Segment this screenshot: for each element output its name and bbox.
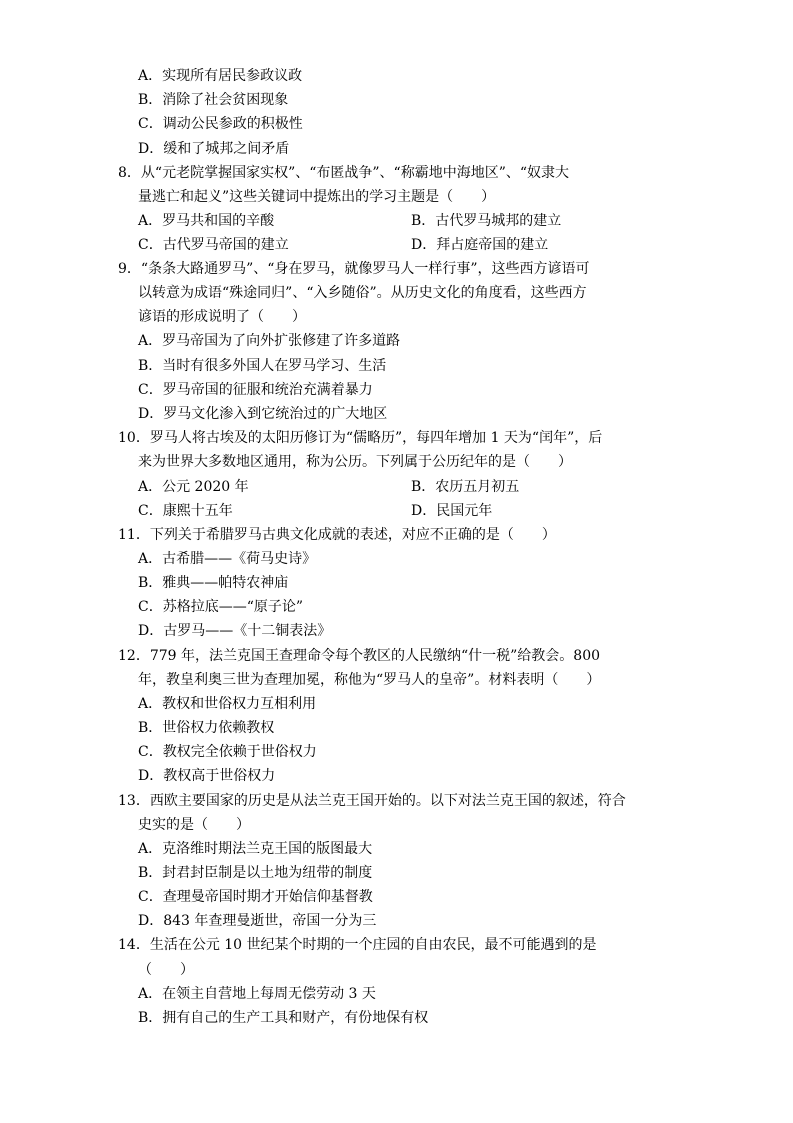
q9-stem-line-3: 谚语的形成说明了（ ） xyxy=(138,309,306,325)
q7-option-d: D．缓和了城邦之间矛盾 xyxy=(138,141,290,157)
q10-option-c: C．康熙十五年 xyxy=(138,503,233,519)
q12-stem-line-2: 年，教皇利奥三世为查理加冕，称他为“罗马人的皇帝”。材料表明（ ） xyxy=(138,672,601,688)
q9-option-b: B．当时有很多外国人在罗马学习、生活 xyxy=(138,358,387,374)
q8-option-d: D．拜占庭帝国的建立 xyxy=(411,237,549,253)
q13-stem-line-2: 史实的是（ ） xyxy=(138,817,250,833)
q11-stem-line-1: 11．下列关于希腊罗马古典文化成就的表述，对应不正确的是（ ） xyxy=(118,527,556,543)
q9-option-d: D．罗马文化渗入到它统治过的广大地区 xyxy=(138,406,388,422)
q7-option-c: C．调动公民参政的积极性 xyxy=(138,116,303,132)
q9-stem-line-1: 9．“条条大路通罗马”、“身在罗马，就像罗马人一样行事”，这些西方谚语可 xyxy=(118,261,590,277)
q10-option-b: B．农历五月初五 xyxy=(411,479,520,495)
q9-stem-line-2: 以转意为成语“殊途同归”、“入乡随俗”。从历史文化的角度看，这些西方 xyxy=(138,285,587,301)
q14-option-b: B．拥有自己的生产工具和财产，有份地保有权 xyxy=(138,1010,429,1026)
q11-option-d: D．古罗马——《十二铜表法》 xyxy=(138,623,332,639)
q9-option-c: C．罗马帝国的征服和统治充满着暴力 xyxy=(138,382,373,398)
q8-option-c: C．古代罗马帝国的建立 xyxy=(138,237,289,253)
q11-option-b: B．雅典——帕特农神庙 xyxy=(138,575,289,591)
q12-stem-line-1: 12．779 年，法兰克国王查理命令每个教区的人民缴纳“什一税”给教会。800 xyxy=(118,648,601,664)
q14-stem-line-1: 14．生活在公元 10 世纪某个时期的一个庄园的自由农民，最不可能遇到的是 xyxy=(118,937,597,953)
q14-stem-line-2: （ ） xyxy=(138,962,194,978)
q8-stem-line-1: 8．从“元老院掌握国家实权”、“布匿战争”、“称霸地中海地区”、“奴隶大 xyxy=(118,165,570,181)
q8-option-b: B．古代罗马城邦的建立 xyxy=(411,213,562,229)
q8-option-a: A．罗马共和国的辛酸 xyxy=(138,213,275,229)
q13-option-c: C．查理曼帝国时期才开始信仰基督教 xyxy=(138,889,373,905)
q12-option-a: A．教权和世俗权力互相利用 xyxy=(138,696,317,712)
q8-stem-line-2: 量逃亡和起义”这些关键词中提炼出的学习主题是（ ） xyxy=(138,189,496,205)
q12-option-b: B．世俗权力依赖教权 xyxy=(138,720,275,736)
q10-stem-line-1: 10．罗马人将古埃及的太阳历修订为“儒略历”，每四年增加 1 天为“闰年”，后 xyxy=(118,430,603,446)
q13-option-a: A．克洛维时期法兰克王国的版图最大 xyxy=(138,841,373,857)
q10-stem-line-2: 来为世界大多数地区通用，称为公历。下列属于公历纪年的是（ ） xyxy=(138,454,572,470)
q7-option-b: B．消除了社会贫困现象 xyxy=(138,92,289,108)
q12-option-d: D．教权高于世俗权力 xyxy=(138,768,276,784)
q11-option-a: A．古希腊——《荷马史诗》 xyxy=(138,551,317,567)
q12-option-c: C．教权完全依赖于世俗权力 xyxy=(138,744,317,760)
q13-option-b: B．封君封臣制是以土地为纽带的制度 xyxy=(138,865,373,881)
q13-stem-line-1: 13．西欧主要国家的历史是从法兰克王国开始的。以下对法兰克王国的叙述，符合 xyxy=(118,793,626,809)
q9-option-a: A．罗马帝国为了向外扩张修建了许多道路 xyxy=(138,333,401,349)
q14-option-a: A．在领主自营地上每周无偿劳动 3 天 xyxy=(138,986,376,1002)
q7-option-a: A．实现所有居民参政议政 xyxy=(138,68,303,84)
q10-option-a: A．公元 2020 年 xyxy=(138,479,249,495)
q11-option-c: C．苏格拉底——“原子论” xyxy=(138,599,304,615)
q10-option-d: D．民国元年 xyxy=(411,503,493,519)
q13-option-d: D．843 年查理曼逝世，帝国一分为三 xyxy=(138,913,377,929)
